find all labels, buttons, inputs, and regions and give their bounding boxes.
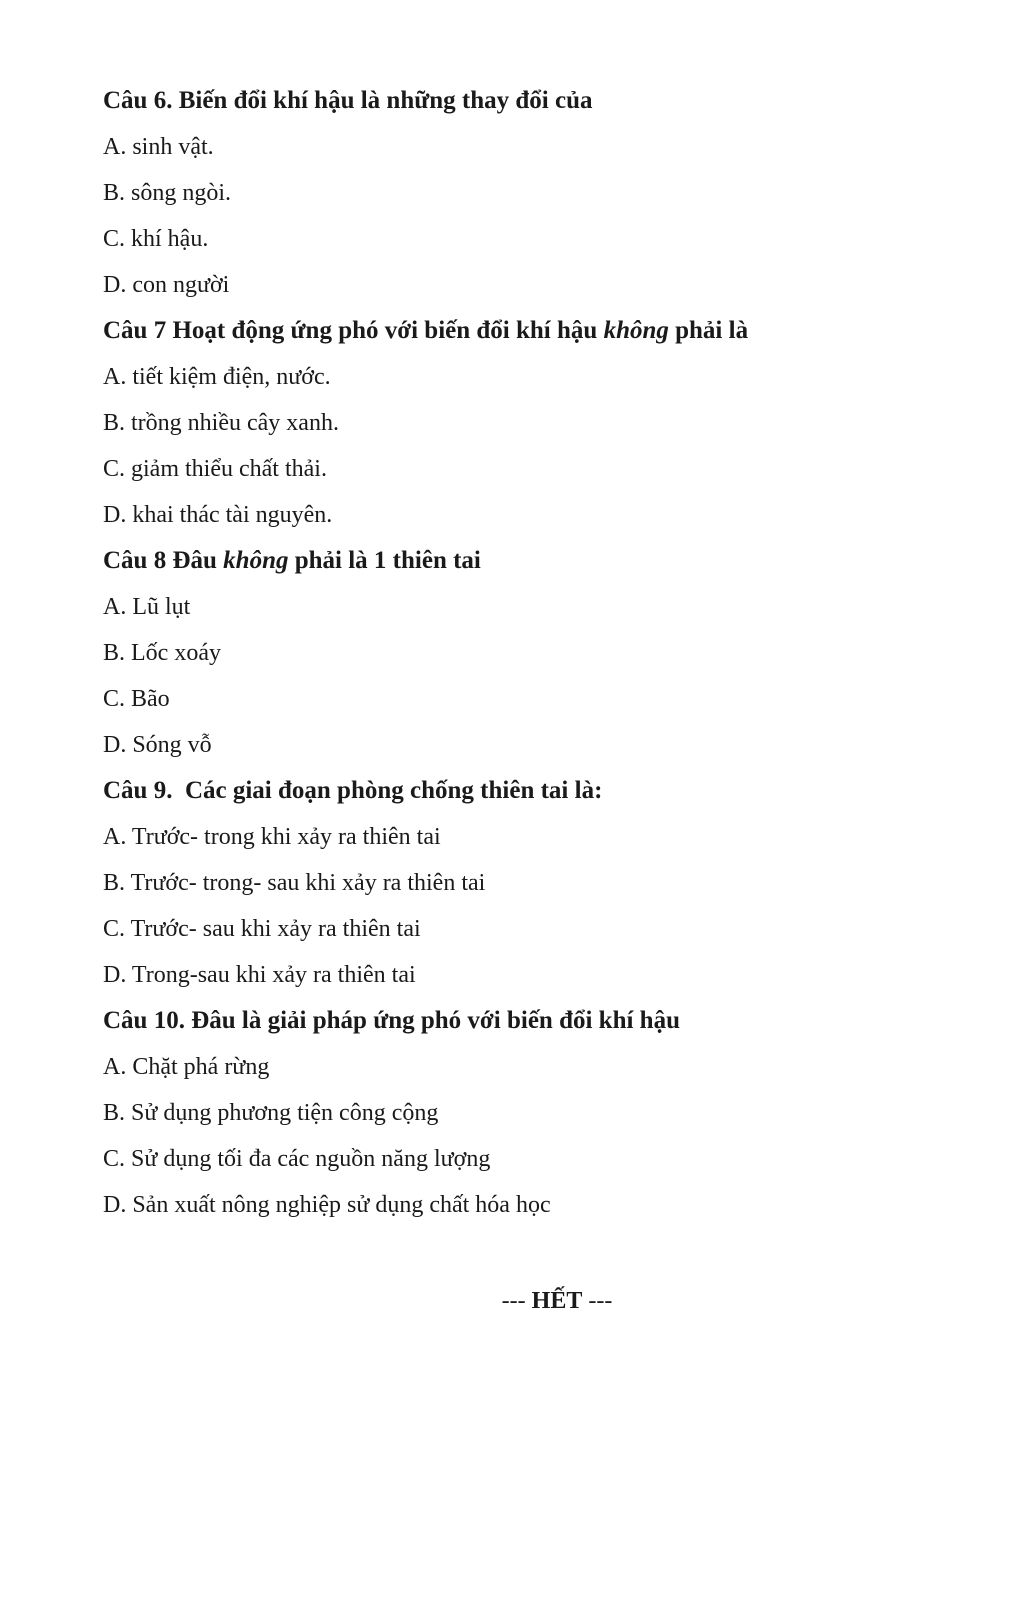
question-10 [103, 998, 1024, 1228]
option-c: C. giảm thiểu chất thải. [103, 456, 327, 482]
option-c: C. Sử dụng tối đa các nguồn năng lượng [103, 1146, 491, 1172]
option-d: D. con người [103, 272, 230, 298]
option-d: D. Sóng vỗ [103, 732, 212, 758]
title-emphasis: không [223, 547, 289, 574]
option-a: A. Trước- trong khi xảy ra thiên tai [103, 824, 441, 850]
option-b: B. Sử dụng phương tiện công cộng [103, 1100, 439, 1126]
end-dash-left: --- [501, 1288, 532, 1314]
question-6 [103, 78, 1024, 308]
question-8 [103, 538, 1024, 768]
option-d: D. Trong-sau khi xảy ra thiên tai [103, 962, 416, 988]
option-c: C. khí hậu. [103, 226, 209, 252]
option-a: A. tiết kiệm điện, nước. [103, 364, 331, 390]
option-c: C. Bão [103, 686, 170, 712]
title-text: Câu 8 Đâu [103, 547, 224, 574]
option-c: C. Trước- sau khi xảy ra thiên tai [103, 916, 421, 942]
option-b: B. Trước- trong- sau khi xảy ra thiên tai [103, 870, 486, 896]
end-marker [0, 1286, 1024, 1316]
title-text-end: phải là [668, 317, 749, 344]
end-dash-right: --- [582, 1288, 613, 1314]
title-text: Câu 10. Đâu là giải pháp ứng phó với biến đổi khí hậu [103, 1007, 680, 1034]
question-title [103, 78, 1024, 124]
option-b: B. trồng nhiều cây xanh. [103, 410, 339, 436]
option-d: D. khai thác tài nguyên. [103, 502, 333, 528]
question-title [103, 538, 1024, 584]
option-d: D. Sản xuất nông nghiệp sử dụng chất hóa học [103, 1192, 551, 1218]
title-text: Câu 9. Các giai đoạn phòng chống thiên tai là: [103, 777, 603, 804]
question-7 [103, 308, 1024, 538]
question-title [103, 998, 1024, 1044]
end-text: HẾT [531, 1288, 583, 1314]
option-a: A. Chặt phá rừng [103, 1054, 270, 1080]
title-text: Câu 6. Biến đổi khí hậu là những thay đổi của [103, 87, 593, 114]
title-text-end: phải là 1 thiên tai [288, 547, 481, 574]
question-title [103, 768, 1024, 814]
option-a: A. Lũ lụt [103, 594, 191, 620]
question-title [103, 308, 1024, 354]
question-9 [103, 768, 1024, 998]
title-emphasis: không [603, 317, 669, 344]
option-b: B. sông ngòi. [103, 180, 232, 206]
option-b: B. Lốc xoáy [103, 640, 221, 666]
option-a: A. sinh vật. [103, 134, 214, 160]
title-text: Câu 7 Hoạt động ứng phó với biến đổi khí hậu [103, 317, 604, 344]
